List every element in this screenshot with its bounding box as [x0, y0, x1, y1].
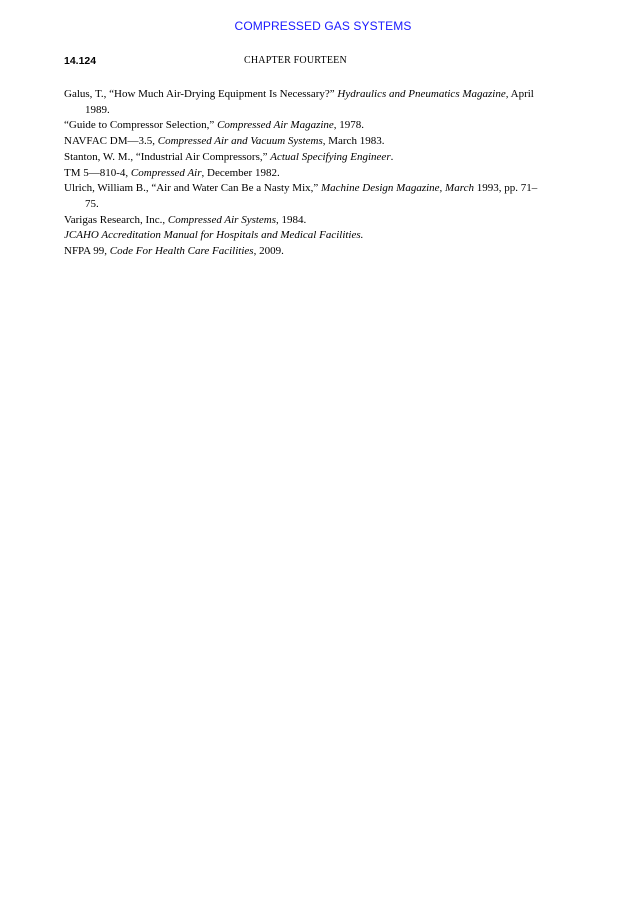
reference-text: Ulrich, William B., “Air and Water Can Be a Nasty Mix,”: [64, 182, 322, 195]
running-head: COMPRESSED GAS SYSTEMS: [234, 19, 412, 33]
chapter-title: CHAPTER FOURTEEN: [244, 55, 347, 66]
reference-item: [64, 118, 544, 134]
reference-tail: .: [390, 150, 394, 163]
reference-text: TM 5—810-4,: [64, 166, 131, 179]
reference-list: [64, 87, 544, 260]
page-number: 14.124: [64, 55, 97, 67]
reference-item: [64, 87, 544, 118]
reference-item: [64, 150, 544, 166]
reference-item: [64, 213, 544, 229]
reference-title: Hydraulics and Pneumatics Magazine,: [337, 88, 509, 100]
reference-tail: , 1984.: [276, 213, 307, 226]
reference-title: Compressed Air: [130, 166, 202, 179]
reference-tail: , 1978.: [333, 119, 365, 132]
reference-item: [64, 166, 544, 182]
reference-tail: April 1989.: [85, 88, 534, 116]
reference-title: Compressed Air Magazine: [217, 119, 334, 132]
reference-text: NFPA 99,: [64, 245, 110, 258]
reference-title: Code For Health Care Facilities: [109, 245, 254, 258]
reference-item: [64, 244, 544, 260]
reference-title: Actual Specifying Engineer: [270, 150, 391, 163]
reference-tail: , December 1982.: [201, 166, 280, 179]
reference-text: “Guide to Compressor Selection,”: [64, 119, 218, 132]
reference-title: Compressed Air and Vacuum Systems: [157, 135, 323, 148]
reference-text: Varigas Research, Inc.,: [64, 213, 168, 226]
reference-text: Stanton, W. M., “Industrial Air Compressors,”: [64, 150, 271, 163]
reference-title: Compressed Air Systems: [167, 213, 277, 226]
reference-item: [64, 134, 544, 150]
reference-text: NAVFAC DM—3.5,: [64, 135, 158, 148]
reference-title: JCAHO Accreditation Manual for Hospitals and Medical Facilities.: [64, 229, 364, 242]
reference-tail: 1993, pp. 71–75.: [85, 182, 538, 210]
reference-item: [64, 228, 544, 244]
reference-tail: , March 1983.: [322, 135, 385, 148]
reference-tail: , 2009.: [253, 245, 284, 258]
reference-text: Galus, T., “How Much Air-Drying Equipment Is Necessary?”: [64, 88, 338, 100]
reference-item: [64, 181, 544, 212]
reference-title: Machine Design Magazine, March: [321, 182, 474, 195]
